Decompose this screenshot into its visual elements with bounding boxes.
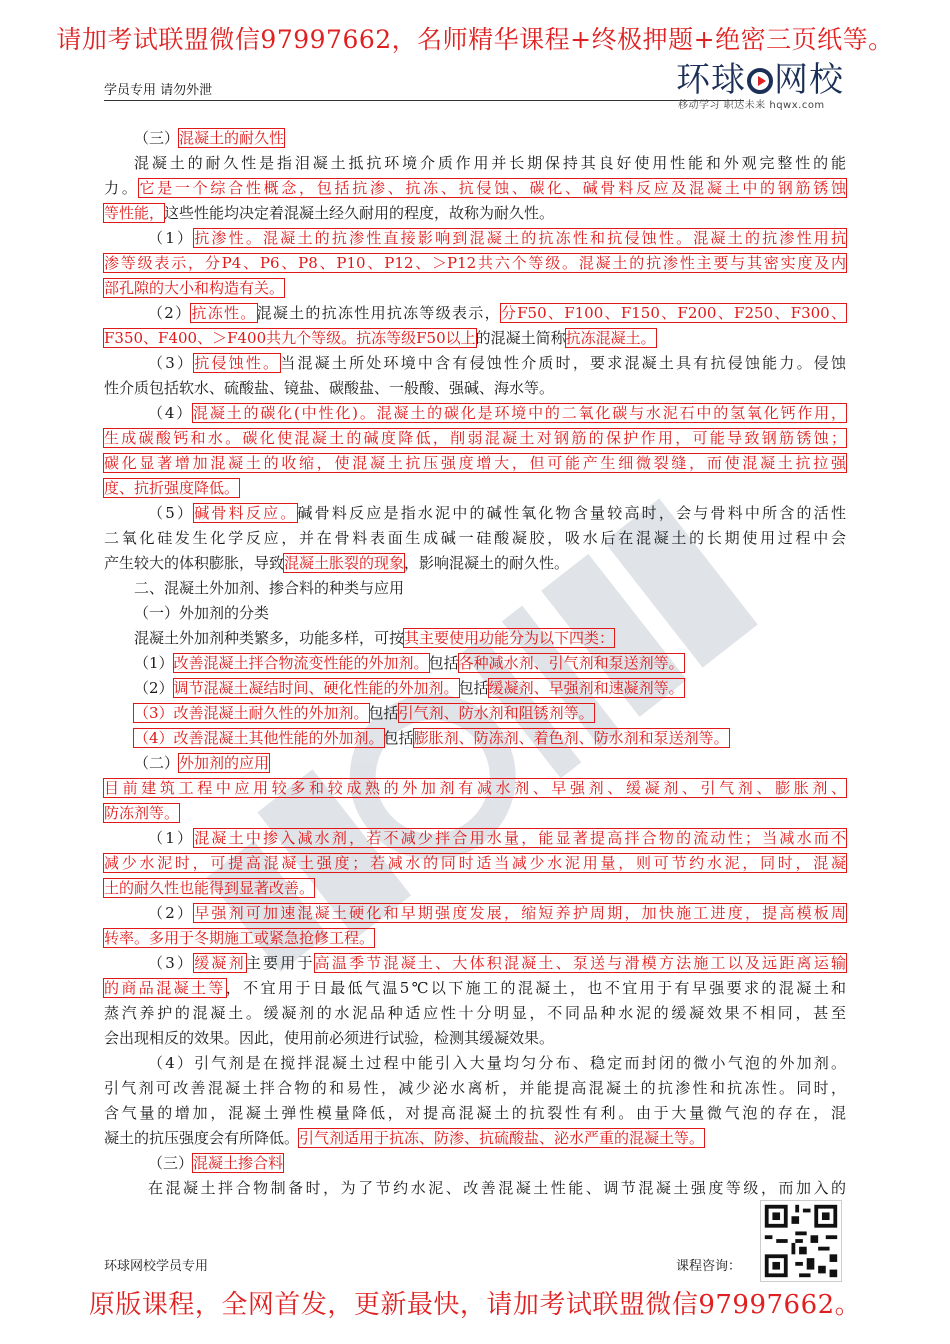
highlight-span: 混凝土的耐久性 [179,129,285,147]
text-span: （3） [148,354,195,372]
highlight-span: （4）改善混凝土其他性能的外加剂。 [134,729,384,747]
text-span: 这些性能均决定着混凝土经久耐用的程度，故称为耐久性。 [164,204,555,222]
highlight-span: 改善混凝土拌合物流变性能的外加剂。 [173,654,429,672]
line-22 [104,651,846,676]
text-span: 主要用于 [245,954,315,972]
highlight-span: 混凝土胀裂的现象 [284,554,405,572]
text-span: ，影响混凝土的耐久性。 [404,554,570,572]
line-32 [104,901,846,926]
highlight-span: 抗渗性。混凝土的抗渗性直接影响到混凝土的抗冻性和抗侵蚀性。混凝土的抗渗性用抗 [194,229,846,247]
logo-play-icon [747,68,773,94]
line-40 [104,1101,846,1126]
text-span: 包括 [428,654,459,672]
line-12 [104,401,846,426]
line-42 [104,1151,846,1176]
line-19 [104,576,846,601]
highlight-span: 目前建筑工程中应用较多和较成熟的外加剂有减水剂、早强剂、缓凝剂、引气剂、膨胀剂、 [104,779,846,797]
line-33 [104,926,846,951]
line-20 [104,601,846,626]
text-span: 凝土的抗压强度会有所降低。 [104,1129,300,1147]
text-span: 混凝土的抗冻性用抗冻等级表示， [256,304,501,322]
text-span: 产生较大的体积膨胀，导致 [104,554,285,572]
line-34 [104,951,846,976]
text-span: 包括 [368,704,399,722]
line-43 [104,1176,846,1201]
text-span: 会出现相反的效果。因此，使用前必须进行试验，检测其缓凝效果。 [104,1029,555,1047]
line-23 [104,676,846,701]
line-9 [104,326,846,351]
highlight-span: 混凝土掺合料 [193,1154,284,1172]
highlight-span: 调节混凝土凝结时间、硬化性能的外加剂。 [173,679,459,697]
text-span: （2） [148,304,192,322]
text-span: （三） [134,129,180,147]
line-26 [104,751,846,776]
bottom-promo-banner: 原版课程，全网首发，更新最快，请加考试联盟微信97997662。 [88,1290,862,1320]
line-11 [104,376,846,401]
footer-label: 环球网校学员专用 [104,1259,209,1274]
text-span: 混凝土的耐久性是指泪凝土抵抗环境介质作用并长期保持其良好使用性能和外观完整性的能 [134,154,846,172]
site-logo [676,52,856,112]
text-span: （3） [148,954,195,972]
line-13 [104,426,846,451]
header-divider [104,100,744,101]
line-2 [104,151,846,176]
highlight-span: 混凝土中掺入减水剂，若不减少拌合用水量，能显著提高拌合物的流动性；当减水而不 [194,829,846,847]
line-16 [104,501,846,526]
line-37 [104,1026,846,1051]
highlight-span: 膨胀剂、防冻剂、着色剂、防水剂和泵送剂等。 [413,729,729,747]
highlight-span: 引气剂适用于抗冻、防渗、抗硫酸盐、泌水严重的混凝土等。 [299,1129,705,1147]
text-span: 的混凝土简称 [475,329,566,347]
line-5 [104,226,846,251]
line-28 [104,801,846,826]
text-span: 在混凝土拌合物制备时，为了节约水泥、改善混凝土性能、调节混凝土强度等级，而加入的 [148,1179,846,1197]
highlight-span: 度、抗折强度降低。 [104,479,240,497]
highlight-span: 等性能， [104,204,165,222]
highlight-span: 抗冻性。 [191,304,257,322]
line-39 [104,1076,846,1101]
highlight-span: 减少水泥时，可提高混凝土强度；若减水的同时适当减少水泥用量，则可节约水泥，同时，混凝 [104,854,846,872]
highlight-span: 分F50、F100、F150、F200、F250、F300、 [500,304,846,322]
text-span: 性介质包括软水、硫酸盐、镜盐、碳酸盐、一般酸、强碱、海水等。 [104,379,555,397]
document-body [104,126,846,1201]
highlight-span: 转率。多用于冬期施工或紧急抢修工程。 [104,929,375,947]
line-35 [104,976,846,1001]
footer-consult-label: 课程咨询： [676,1259,742,1274]
line-31 [104,876,846,901]
text-span: 引气剂可改善混凝土拌合物的和易性，减少泌水离析，并能提高混凝土的抗渗性和抗冻性。同时， [104,1079,846,1097]
text-span: 蒸汽养护的混凝土。缓凝剂的水泥品种适应性十分明显，不同品种水泥的缓凝效果不相同，甚至 [104,1004,846,1022]
line-4 [104,201,846,226]
highlight-span: 碱骨料反应。 [194,504,298,522]
line-15 [104,476,846,501]
subsection-heading: （一）外加剂的分类 [134,604,270,622]
text-span: 包括 [383,729,414,747]
highlight-span: 防冻剂等。 [104,804,180,822]
highlight-span: 抗冻混凝土。 [565,329,656,347]
logo-wordmark [676,52,844,101]
text-span: 碱骨料反应是指水泥中的碱性氧化物含量较高时，会与骨料中所含的活性 [297,504,846,522]
text-span: （1） [134,654,174,672]
qr-code-icon [760,1200,842,1282]
highlight-span: 混凝土的碳化(中性化)。混凝土的碳化是环境中的二氧化碳与水泥石中的氢氧化钙作用， [193,404,846,422]
highlight-span: 各种减水剂、引气剂和泵送剂等。 [458,654,684,672]
line-1 [104,126,846,151]
logo-text-part1: 环球 [676,60,746,100]
highlight-span: F350、F400、＞F400共九个等级。抗冻等级F50以上 [104,329,476,347]
text-span: （4） [148,404,194,422]
highlight-span: 抗侵蚀性。 [194,354,281,372]
line-21 [104,626,846,651]
line-8 [104,301,846,326]
highlight-span: 部孔隙的大小和构造有关。 [104,279,285,297]
line-38 [104,1051,846,1076]
line-36 [104,1001,846,1026]
highlight-span: 引气剂、防水剂和阻锈剂等。 [398,704,594,722]
line-10 [104,351,846,376]
highlight-span: 早强剂可加速混凝土硬化和早期强度发展，缩短养护周期，加快施工进度，提高模板周 [194,904,846,922]
text-span: 混凝土外加剂种类繁多，功能多样，可按 [134,629,405,647]
section-heading: 二、混凝土外加剂、掺合料的种类与应用 [134,579,405,597]
text-span: ，不宜用于日最低气温5℃以下施工的混凝土，也不宜用于有早强要求的混凝土和 [225,979,846,997]
text-span: （2） [134,679,174,697]
line-6 [104,251,846,276]
text-span: （4）引气剂是在搅拌混凝土过程中能引入大量均匀分布、稳定而封闭的微小气泡的外加剂。 [148,1054,846,1072]
highlight-span: 缓凝剂 [194,954,246,972]
highlight-span: 生成碳酸钙和水。碳化使混凝土的碱度降低，削弱混凝土对钢筋的保护作用，可能导致钢筋锈蚀； [104,429,846,447]
text-span: 二氧化硅发生化学反应，并在骨料表面生成碱一硅酸凝胶，吸水后在混凝土的长期使用过程中会 [104,529,846,547]
line-17 [104,526,846,551]
highlight-span: 外加剂的应用 [179,754,270,772]
highlight-span: 土的耐久性也能得到显著改善。 [104,879,315,897]
highlight-span: （3）改善混凝土耐久性的外加剂。 [134,704,369,722]
line-7 [104,276,846,301]
line-24 [104,701,846,726]
logo-text-part2: 网校 [774,60,844,100]
text-span: （二） [134,754,180,772]
highlight-span: 缓凝剂、早强剂和速凝剂等。 [488,679,684,697]
text-span: 包括 [458,679,489,697]
logo-slogan: 移动学习 职达未来 hqwx.com [678,100,825,111]
text-span: 当混凝土所处环境中含有侵蚀性介质时，要求混凝土具有抗侵蚀能力。侵蚀 [280,354,846,372]
text-span: 力。 [104,179,140,197]
highlight-span: 它是一个综合性概念，包括抗渗、抗冻、抗侵蚀、碳化、碱骨料反应及混凝土中的钢筋锈蚀 [139,179,846,197]
text-span: （三） [148,1154,194,1172]
highlight-span: 的商品混凝土等 [104,979,226,997]
highlight-span: 碳化显著增加混凝土的收缩，使混凝土抗压强度增大，但可能产生细微裂缝，而使混凝土抗拉强 [104,454,846,472]
highlight-span: 其主要使用功能分为以下四类： [404,629,615,647]
line-29 [104,826,846,851]
text-span: （1） [148,829,195,847]
text-span: 含气量的增加，混凝土弹性模量降低，对提高混凝土的抗裂性有利。由于大量微气泡的存在，混 [104,1104,846,1122]
line-18 [104,551,846,576]
line-3 [104,176,846,201]
line-25 [104,726,846,751]
line-41 [104,1126,846,1151]
line-30 [104,851,846,876]
text-span: （1） [148,229,195,247]
header-notice: 学员专用 请勿外泄 [104,83,213,98]
top-promo-banner: 请加考试联盟微信97997662，名师精华课程+终极押题+绝密三页纸等。 [56,25,894,54]
text-span: （5） [148,504,195,522]
text-span: （2） [148,904,195,922]
line-27 [104,776,846,801]
highlight-span: 渗等级表示，分P4、P6、P8、P10、P12、＞P12共六个等级。混凝土的抗渗性主要与其密实度及内 [104,254,846,272]
line-14 [104,451,846,476]
highlight-span: 高温季节混凝土、大体积混凝土、泵送与滑模方法施工以及远距离运输 [314,954,846,972]
